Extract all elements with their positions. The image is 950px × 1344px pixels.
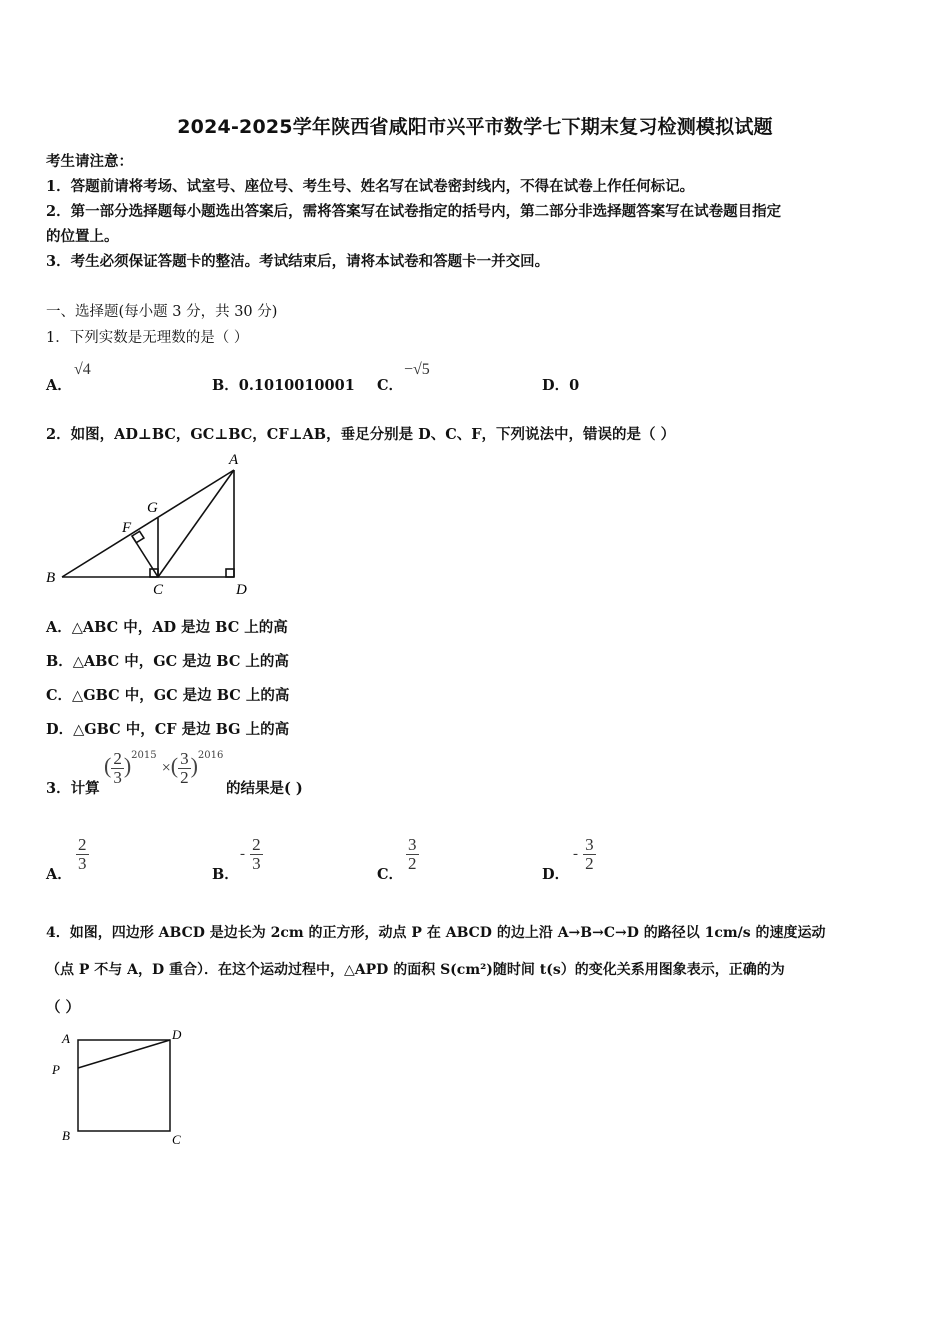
fraction-1 bbox=[111, 750, 124, 787]
option-a-math: √4 bbox=[74, 361, 91, 378]
fraction bbox=[76, 836, 89, 873]
option-c-label: C． bbox=[377, 377, 404, 394]
denominator: 2 bbox=[585, 854, 594, 873]
numerator: 2 bbox=[252, 835, 261, 854]
option-d-label: D． bbox=[542, 866, 570, 883]
minus-sign: - bbox=[573, 846, 578, 862]
option-d: D．△GBC 中，CF 是边 BG 上的高 bbox=[46, 721, 290, 738]
square-figure bbox=[46, 1024, 206, 1154]
option-a-label: A． bbox=[46, 866, 72, 883]
option-c-value bbox=[406, 836, 419, 873]
label-f: F bbox=[122, 520, 132, 536]
triangle-figure bbox=[40, 448, 260, 598]
denominator: 2 bbox=[408, 854, 417, 873]
question-stem: 1．下列实数是无理数的是（ ） bbox=[46, 330, 249, 346]
option-a-value bbox=[76, 836, 89, 873]
right-paren: ) bbox=[190, 753, 198, 778]
label-b: B bbox=[46, 570, 56, 586]
exponent-1: 2015 bbox=[131, 750, 157, 761]
left-paren: ( bbox=[104, 753, 112, 778]
fraction bbox=[583, 836, 596, 873]
label-c: C bbox=[153, 582, 164, 598]
option-a-label: A． bbox=[46, 377, 72, 394]
fraction bbox=[406, 836, 419, 873]
denominator: 2 bbox=[180, 768, 189, 787]
notice-item: 的位置上。 bbox=[46, 228, 119, 245]
numerator: 3 bbox=[180, 749, 189, 768]
option-b: B．△ABC 中，GC 是边 BC 上的高 bbox=[46, 653, 289, 670]
option-a: A．△ABC 中，AD 是边 BC 上的高 bbox=[46, 619, 288, 636]
option-c-label: C． bbox=[377, 866, 404, 883]
notice-item: 1．答题前请将考场、试室号、座位号、考生号、姓名写在试卷密封线内，不得在试卷上作任何标记。 bbox=[46, 178, 695, 195]
label-d: D bbox=[172, 1027, 182, 1042]
segment-pd bbox=[78, 1040, 170, 1068]
option-b-value bbox=[240, 836, 263, 873]
label-p: P bbox=[52, 1062, 60, 1077]
question-suffix: 的结果是( ) bbox=[226, 780, 303, 797]
page-title: 2024-2025学年陕西省咸阳市兴平市数学七下期末复习检测模拟试题 bbox=[177, 116, 773, 138]
left-paren: ( bbox=[170, 753, 179, 778]
notice-item: 3．考生必须保证答题卡的整洁。考试结束后，请将本试卷和答题卡一并交回。 bbox=[46, 253, 550, 270]
option-d-value bbox=[573, 836, 596, 873]
label-g: G bbox=[147, 500, 158, 516]
denominator: 3 bbox=[252, 854, 261, 873]
right-angle-mark-d bbox=[226, 569, 234, 577]
notice-item: 2．第一部分选择题每小题选出答案后，需将答案写在试卷指定的括号内，第二部分非选择题答案写在试卷题目指定 bbox=[46, 203, 782, 220]
right-paren: ) bbox=[123, 753, 132, 778]
question-line-3: （ ） bbox=[46, 999, 81, 1016]
fraction bbox=[250, 836, 263, 873]
question-prefix: 3．计算 bbox=[46, 780, 100, 797]
numerator: 3 bbox=[408, 835, 417, 854]
expression bbox=[104, 750, 223, 794]
option-c: C．△GBC 中，GC 是边 BC 上的高 bbox=[46, 687, 290, 704]
segment-ca bbox=[158, 470, 234, 577]
section-heading: 一、选择题(每小题 3 分，共 30 分) bbox=[46, 304, 278, 320]
option-c-math: −√5 bbox=[404, 361, 430, 378]
minus-sign: - bbox=[240, 846, 245, 862]
notice-heading: 考生请注意： bbox=[46, 153, 133, 170]
times-sign: × bbox=[161, 759, 171, 777]
option-d: D．0 bbox=[542, 377, 580, 394]
denominator: 3 bbox=[113, 768, 122, 787]
question-line-1: 4．如图，四边形 ABCD 是边长为 2cm 的正方形，动点 P 在 ABCD 的边上沿 A→B→C→D 的路径以 1cm/s 的速度运动 bbox=[46, 925, 826, 941]
question-line-2: （点 P 不与 A，D 重合）．在这个运动过程中，△APD 的面积 S(cm²)随时间 t(s）的变化关系用图象表示，正确的为 bbox=[46, 962, 785, 978]
option-b: B．0.1010010001 bbox=[212, 377, 355, 394]
fraction-2 bbox=[178, 750, 191, 787]
numerator: 2 bbox=[78, 835, 87, 854]
numerator: 2 bbox=[113, 749, 122, 768]
label-d: D bbox=[236, 582, 247, 598]
question-stem: 2．如图，AD⊥BC，GC⊥BC，CF⊥AB，垂足分别是 D、C、F，下列说法中，错误的是（ ） bbox=[46, 426, 676, 443]
option-b-label: B． bbox=[212, 866, 239, 883]
label-a: A bbox=[62, 1031, 70, 1046]
label-c: C bbox=[172, 1132, 181, 1147]
label-b: B bbox=[62, 1128, 70, 1143]
exponent-2: 2016 bbox=[197, 750, 224, 761]
denominator: 3 bbox=[78, 854, 87, 873]
label-a: A bbox=[229, 452, 239, 468]
numerator: 3 bbox=[585, 835, 594, 854]
